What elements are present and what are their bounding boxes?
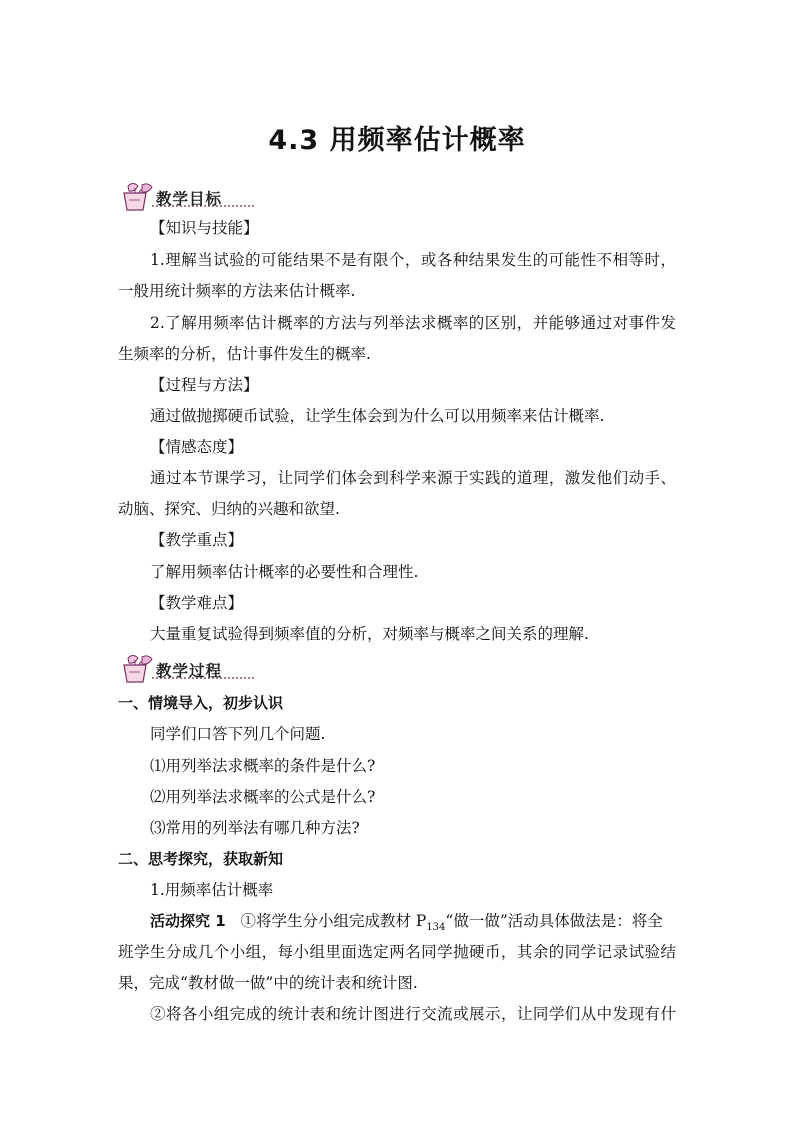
question-2: ⑵用列举法求概率的公式是什么? [150, 788, 376, 806]
section-badge-process [118, 652, 258, 686]
key-point-heading: 【教学重点】 [150, 531, 244, 549]
knowledge-item-1-line-2: 一般用统计频率的方法来估计概率. [118, 282, 356, 300]
knowledge-heading: 【知识与技能】 [150, 219, 259, 237]
activity-line-4: ②将各小组完成的统计表和统计图进行交流或展示，让同学们从中发现有什 [150, 1005, 676, 1023]
emotion-line-1: 通过本节课学习，让同学们体会到科学来源于实践的道理，激发他们动手、 [150, 469, 676, 487]
knowledge-item-1-line-1: 1.理解当试验的可能结果不是有限个，或各种结果发生的可能性不相等时， [150, 251, 676, 269]
emotion-line-2: 动脑、探究、归纳的兴趣和欲望. [118, 500, 340, 518]
knowledge-item-2-line-1: 2.了解用频率估计概率的方法与列举法求概率的区别，并能够通过对事件发 [150, 314, 676, 332]
part-1-intro: 同学们口答下列几个问题. [150, 725, 326, 743]
part-1-heading: 一、情境导入，初步认识 [118, 694, 284, 712]
process-method-heading: 【过程与方法】 [150, 376, 259, 394]
activity-line-2: 班学生分成几个小组，每小组里面选定两名同学抛硬币，其余的同学记录试验结 [118, 943, 676, 961]
page-title: 4.3 用频率估计概率 [268, 125, 526, 156]
subsection-1-heading: 1.用频率估计概率 [150, 881, 274, 899]
activity-line-3: 果，完成“教材做一做”中的统计表和统计图. [118, 974, 418, 992]
activity-label: 活动探究 1 [150, 912, 226, 930]
activity-line-1 [150, 911, 676, 938]
difficulty-heading: 【教学难点】 [150, 594, 244, 612]
activity-text-a: ①将学生分小组完成教材 P [240, 912, 427, 930]
activity-text-b: “做一做”活动具体做法是：将全 [445, 912, 663, 930]
key-point-text: 了解用频率估计概率的必要性和合理性. [150, 563, 419, 581]
difficulty-text: 大量重复试验得到频率值的分析，对频率与概率之间关系的理解. [150, 625, 589, 643]
question-1: ⑴用列举法求概率的条件是什么? [150, 757, 376, 775]
process-method-text: 通过做抛掷硬币试验，让学生体会到为什么可以用频率来估计概率. [150, 407, 605, 425]
badge-label-process: 教学过程 [156, 662, 223, 680]
section-badge-goals [118, 180, 258, 214]
page-subscript: 134 [426, 922, 446, 934]
knowledge-item-2-line-2: 生频率的分析，估计事件发生的概率. [118, 345, 371, 363]
part-2-heading: 二、思考探究，获取新知 [118, 850, 284, 868]
question-3: ⑶常用的列举法有哪几种方法? [150, 819, 360, 837]
emotion-heading: 【情感态度】 [150, 438, 244, 456]
badge-label-goals: 教学目标 [156, 190, 223, 208]
